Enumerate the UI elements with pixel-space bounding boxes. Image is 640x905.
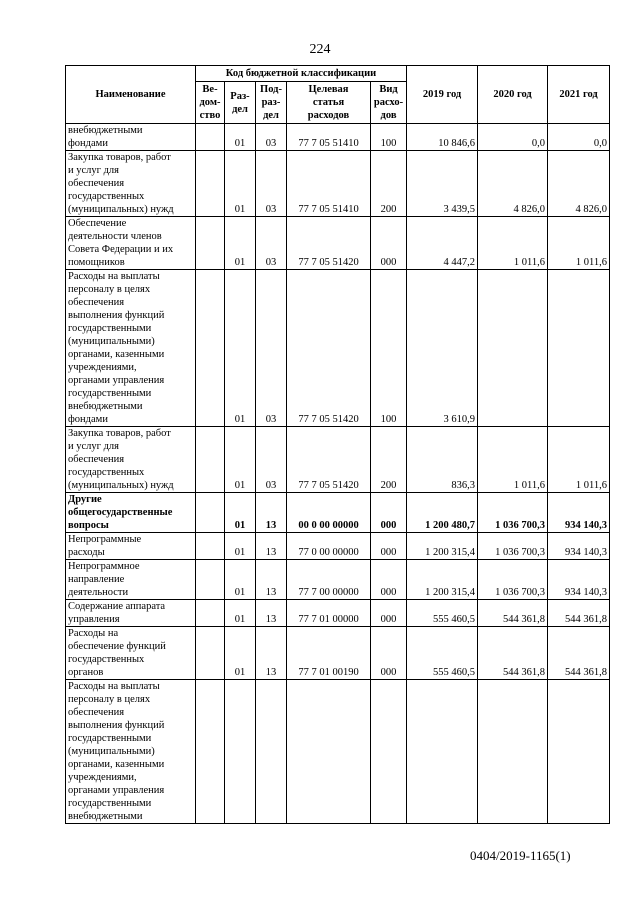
row-razdel [225, 680, 256, 824]
table-row [66, 493, 610, 533]
row-vid: 100 [371, 124, 407, 151]
row-ved [196, 151, 225, 217]
header-podrazdel: Под- раз- дел [256, 82, 287, 124]
header-2021: 2021 год [548, 66, 610, 124]
row-razdel: 01 [225, 427, 256, 493]
row-2021: 1 011,6 [548, 427, 610, 493]
table-row [66, 124, 610, 151]
row-ved [196, 680, 225, 824]
table-row [66, 151, 610, 217]
row-podrazdel: 13 [256, 627, 287, 680]
row-ved [196, 217, 225, 270]
row-tselevaya: 77 7 01 00190 [287, 627, 371, 680]
row-2019: 1 200 480,7 [407, 493, 478, 533]
table-row [66, 560, 610, 600]
row-2021 [548, 680, 610, 824]
row-2020: 1 011,6 [478, 427, 548, 493]
row-ved [196, 427, 225, 493]
table-row [66, 600, 610, 627]
row-tselevaya: 77 7 05 51420 [287, 427, 371, 493]
table-row [66, 217, 610, 270]
row-2019: 1 200 315,4 [407, 533, 478, 560]
row-name: Содержание аппарата управления [66, 600, 196, 627]
row-2021 [548, 270, 610, 427]
row-podrazdel: 03 [256, 217, 287, 270]
row-ved [196, 270, 225, 427]
row-name: Закупка товаров, работ и услуг для обеспечения государственных (муниципальных) нужд [66, 151, 196, 217]
row-razdel: 01 [225, 533, 256, 560]
row-vid: 000 [371, 217, 407, 270]
row-name: Расходы на выплаты персоналу в целях обеспечения выполнения функций государственными (муниципальными) органами, казенными учреждениями, органами управления государственными внебюджетными [66, 680, 196, 824]
row-2021: 4 826,0 [548, 151, 610, 217]
row-2020: 544 361,8 [478, 627, 548, 680]
row-name: Другие общегосударственные вопросы [66, 493, 196, 533]
row-2020: 1 036 700,3 [478, 560, 548, 600]
row-2020: 4 826,0 [478, 151, 548, 217]
row-2019: 555 460,5 [407, 600, 478, 627]
row-2020: 1 036 700,3 [478, 493, 548, 533]
row-2019: 4 447,2 [407, 217, 478, 270]
row-vid: 000 [371, 533, 407, 560]
row-razdel: 01 [225, 124, 256, 151]
row-2019 [407, 680, 478, 824]
row-vid [371, 680, 407, 824]
row-2021: 544 361,8 [548, 600, 610, 627]
row-razdel: 01 [225, 600, 256, 627]
row-name: Непрограммное направление деятельности [66, 560, 196, 600]
header-2020: 2020 год [478, 66, 548, 124]
row-vid: 100 [371, 270, 407, 427]
header-name: Наименование [66, 66, 196, 124]
row-2019: 3 610,9 [407, 270, 478, 427]
row-podrazdel: 13 [256, 533, 287, 560]
header-ved: Ве- дом- ство [196, 82, 225, 124]
row-tselevaya: 77 7 05 51410 [287, 124, 371, 151]
table-row [66, 533, 610, 560]
header-budget-classification: Код бюджетной классификации [196, 66, 407, 82]
row-name: Расходы на выплаты персоналу в целях обеспечения выполнения функций государственными (муниципальными) органами, казенными учреждениями, органами управления государственными внебюджетными фондами [66, 270, 196, 427]
row-2021: 544 361,8 [548, 627, 610, 680]
row-ved [196, 533, 225, 560]
row-tselevaya: 77 7 00 00000 [287, 560, 371, 600]
row-ved [196, 600, 225, 627]
row-podrazdel: 13 [256, 560, 287, 600]
table-row [66, 680, 610, 824]
row-2020: 1 036 700,3 [478, 533, 548, 560]
row-2021: 934 140,3 [548, 533, 610, 560]
row-2020 [478, 680, 548, 824]
row-podrazdel: 03 [256, 427, 287, 493]
header-2019: 2019 год [407, 66, 478, 124]
row-tselevaya: 77 7 05 51410 [287, 151, 371, 217]
row-name: внебюджетными фондами [66, 124, 196, 151]
row-tselevaya: 77 0 00 00000 [287, 533, 371, 560]
row-vid: 000 [371, 600, 407, 627]
row-2019: 10 846,6 [407, 124, 478, 151]
table-row [66, 270, 610, 427]
row-podrazdel: 03 [256, 124, 287, 151]
row-vid: 200 [371, 151, 407, 217]
row-razdel: 01 [225, 560, 256, 600]
row-ved [196, 627, 225, 680]
row-tselevaya: 77 7 05 51420 [287, 270, 371, 427]
table-row [66, 427, 610, 493]
row-2020: 1 011,6 [478, 217, 548, 270]
row-ved [196, 124, 225, 151]
row-2020: 0,0 [478, 124, 548, 151]
row-2019: 836,3 [407, 427, 478, 493]
row-tselevaya: 77 7 05 51420 [287, 217, 371, 270]
row-name: Расходы на обеспечение функций государственных органов [66, 627, 196, 680]
document-code: 0404/2019-1165(1) [470, 848, 571, 863]
row-2020 [478, 270, 548, 427]
row-razdel: 01 [225, 151, 256, 217]
row-podrazdel: 03 [256, 151, 287, 217]
row-2021: 934 140,3 [548, 493, 610, 533]
header-razdel: Раз- дел [225, 82, 256, 124]
row-tselevaya: 00 0 00 00000 [287, 493, 371, 533]
row-razdel: 01 [225, 217, 256, 270]
row-2019: 3 439,5 [407, 151, 478, 217]
row-vid: 000 [371, 627, 407, 680]
budget-table [65, 65, 610, 824]
row-name: Закупка товаров, работ и услуг для обеспечения государственных (муниципальных) нужд [66, 427, 196, 493]
row-razdel: 01 [225, 627, 256, 680]
row-2020: 544 361,8 [478, 600, 548, 627]
table-row [66, 627, 610, 680]
row-2019: 1 200 315,4 [407, 560, 478, 600]
row-vid: 000 [371, 560, 407, 600]
row-name: Обеспечение деятельности членов Совета Федерации и их помощников [66, 217, 196, 270]
page-number: 224 [309, 42, 331, 57]
row-2021: 1 011,6 [548, 217, 610, 270]
row-podrazdel: 03 [256, 270, 287, 427]
row-tselevaya [287, 680, 371, 824]
row-podrazdel: 13 [256, 493, 287, 533]
row-podrazdel [256, 680, 287, 824]
row-2021: 934 140,3 [548, 560, 610, 600]
table-body [66, 124, 610, 824]
row-tselevaya: 77 7 01 00000 [287, 600, 371, 627]
row-2019: 555 460,5 [407, 627, 478, 680]
row-podrazdel: 13 [256, 600, 287, 627]
row-razdel: 01 [225, 270, 256, 427]
row-ved [196, 493, 225, 533]
header-tselevaya: Целевая статья расходов [287, 82, 371, 124]
header-vid: Вид расхо- дов [371, 82, 407, 124]
row-razdel: 01 [225, 493, 256, 533]
row-ved [196, 560, 225, 600]
row-vid: 000 [371, 493, 407, 533]
row-name: Непрограммные расходы [66, 533, 196, 560]
row-vid: 200 [371, 427, 407, 493]
row-2021: 0,0 [548, 124, 610, 151]
